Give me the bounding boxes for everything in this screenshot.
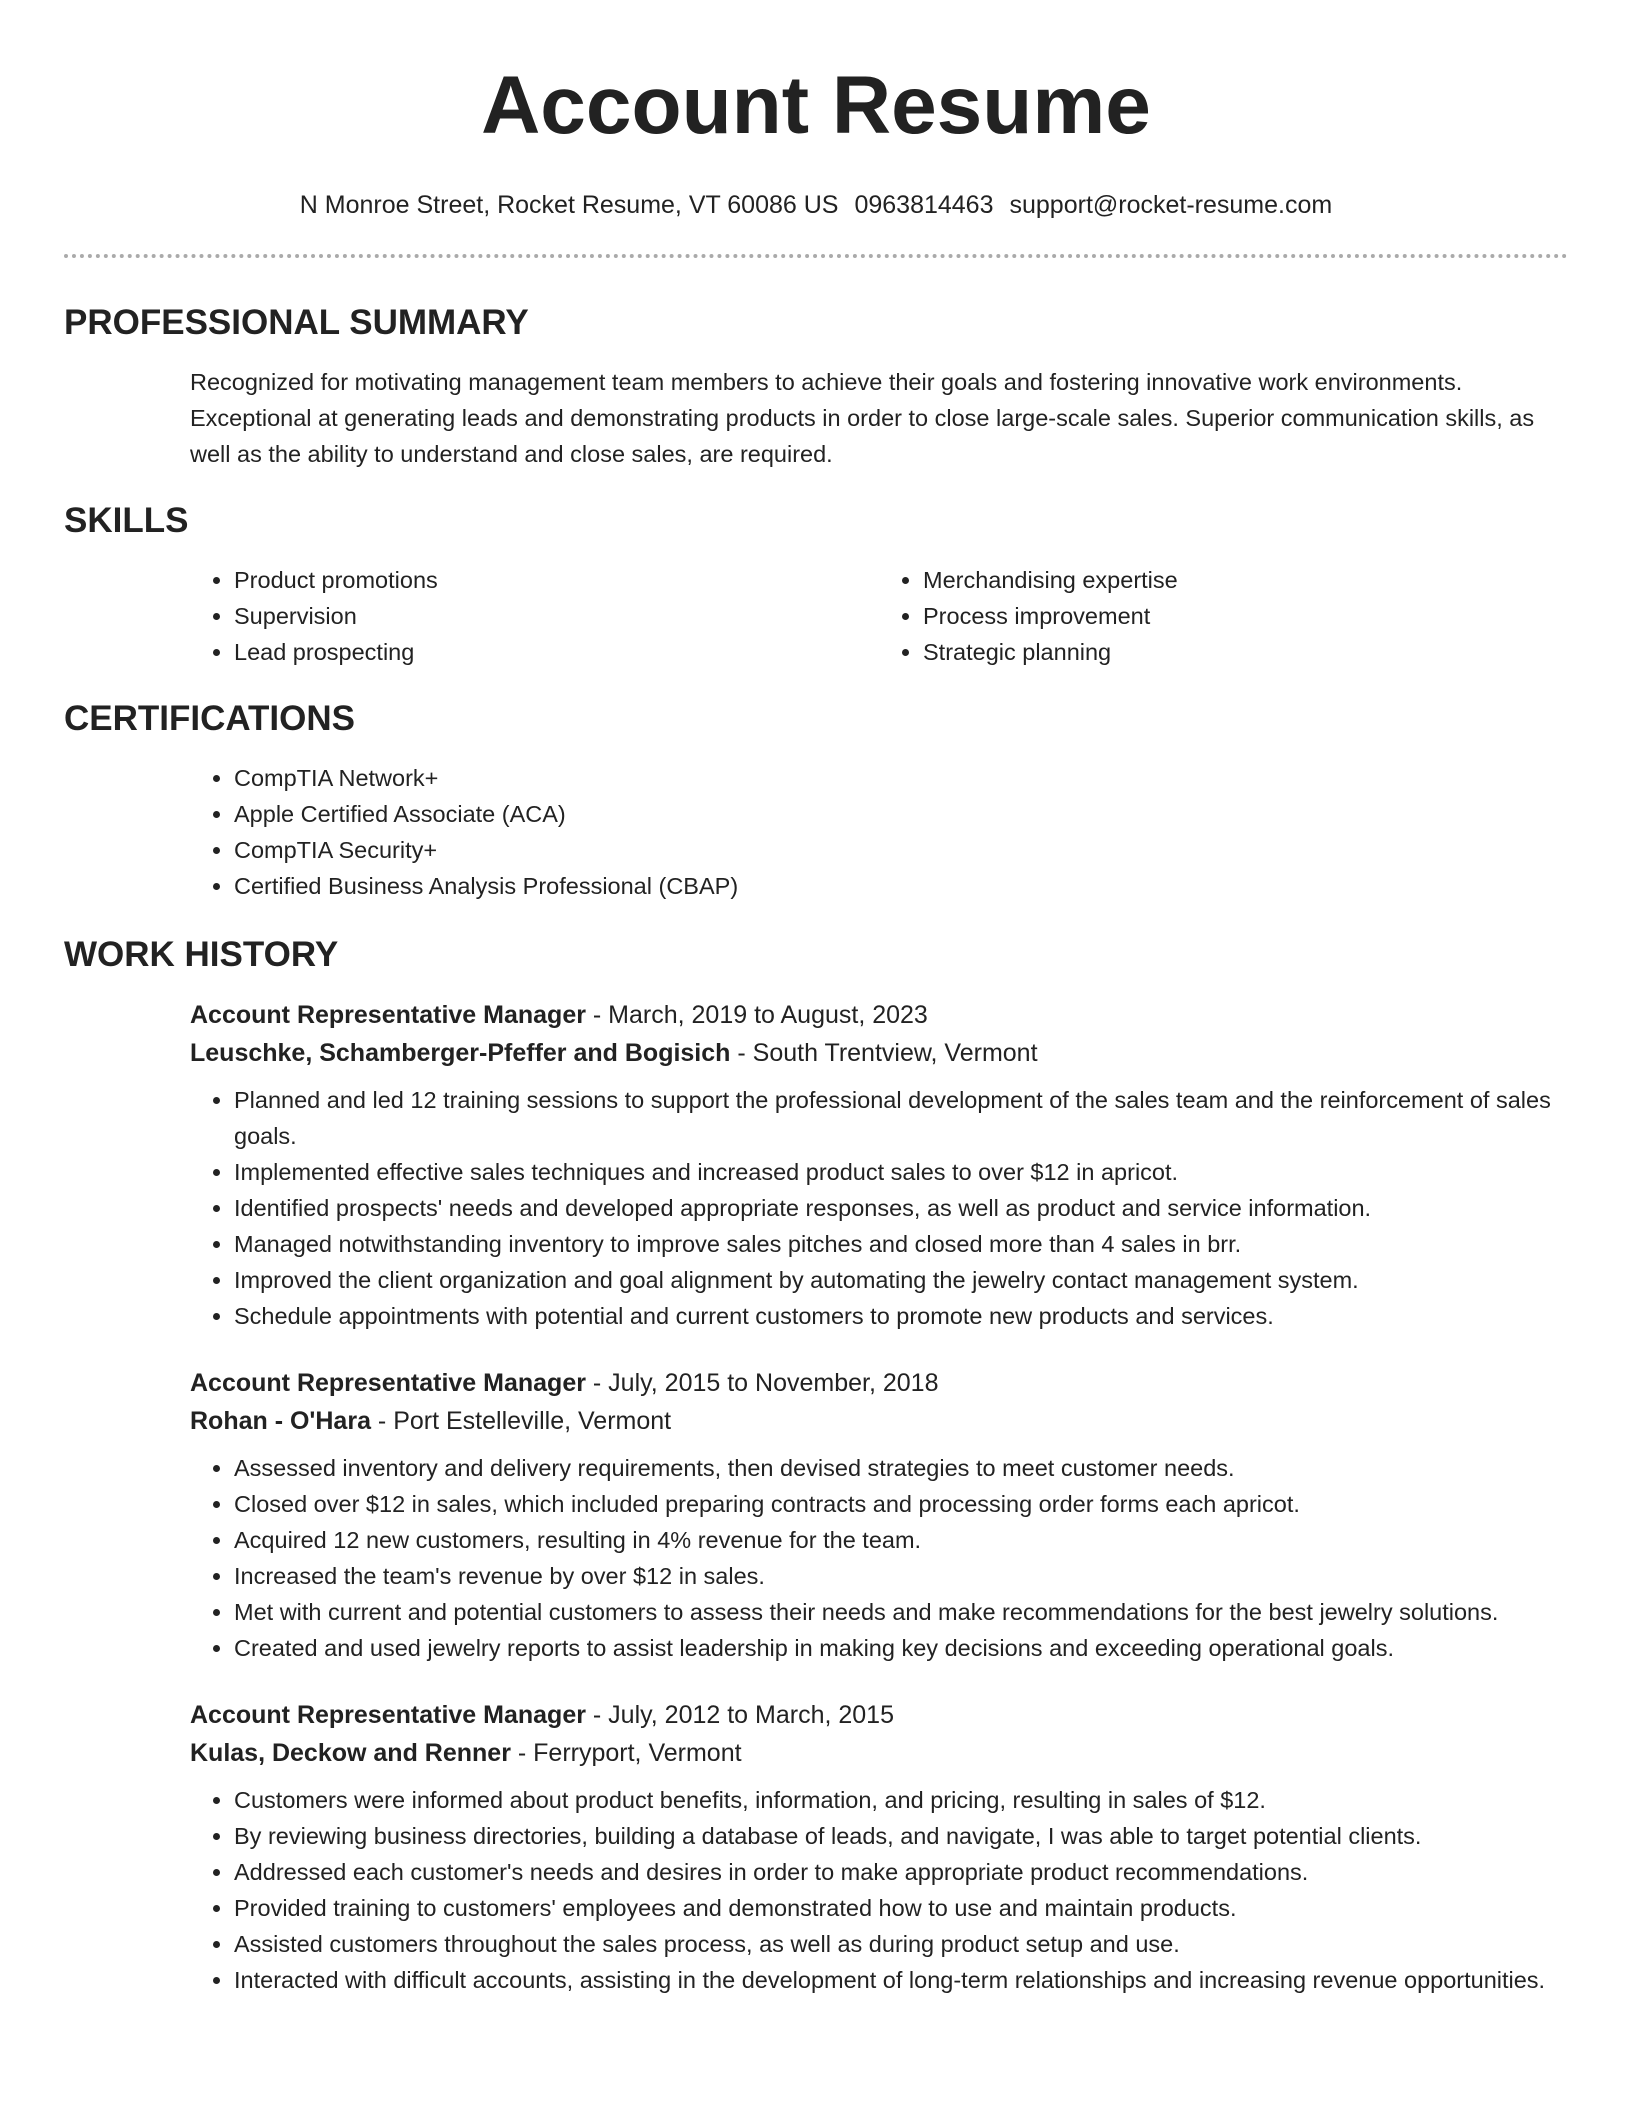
header-divider xyxy=(64,254,1568,258)
job-location: - Ferryport, Vermont xyxy=(510,1739,742,1767)
certifications-title: CERTIFICATIONS xyxy=(64,699,356,738)
work-history-section xyxy=(64,934,1568,1998)
skills-list-right xyxy=(879,562,1568,670)
job-title-line xyxy=(190,1364,1568,1402)
job-bullets xyxy=(190,1782,1568,1998)
job-company-line xyxy=(190,1034,1568,1072)
skill-item: • Supervision xyxy=(234,598,879,634)
job-dates: - March, 2019 to August, 2023 xyxy=(585,1001,928,1029)
job-entry xyxy=(190,1696,1568,1998)
certifications-section xyxy=(64,698,1568,904)
job-title: Account Representative Manager xyxy=(190,1701,586,1729)
certifications-list xyxy=(190,760,1568,904)
job-bullet: • Assisted customers throughout the sales process, as well as during product setup and use. xyxy=(234,1926,1568,1962)
certification-item: • CompTIA Network+ xyxy=(234,760,1568,796)
contact-email: support@rocket-resume.com xyxy=(1009,191,1333,219)
summary-text: Recognized for motivating management team members to achieve their goals and fostering innovative work environments. Exceptional at generating leads and demonstrating products in order to close large-scale sales. Superior communication skills, as well as the ability to understand and close sales, are required. xyxy=(190,369,1535,467)
job-company: Leuschke, Schamberger-Pfeffer and Bogisich xyxy=(190,1039,731,1067)
job-bullet: • Addressed each customer's needs and desires in order to make appropriate product recommendations. xyxy=(234,1854,1568,1890)
job-company-line xyxy=(190,1402,1568,1440)
job-location: - South Trentview, Vermont xyxy=(730,1039,1038,1067)
skill-item: • Lead prospecting xyxy=(234,634,879,670)
contact-line xyxy=(64,190,1568,220)
job-bullet: • Interacted with difficult accounts, assisting in the development of long-term relationships and increasing revenue opportunities. xyxy=(234,1962,1568,1998)
job-company: Rohan - O'Hara xyxy=(190,1407,371,1435)
skill-item: • Strategic planning xyxy=(923,634,1568,670)
job-title: Account Representative Manager xyxy=(190,1001,586,1029)
job-bullet: • Acquired 12 new customers, resulting in 4% revenue for the team. xyxy=(234,1522,1568,1558)
skill-item: • Product promotions xyxy=(234,562,879,598)
skills-title: SKILLS xyxy=(64,501,189,540)
job-entry xyxy=(190,996,1568,1334)
certification-item: • CompTIA Security+ xyxy=(234,832,1568,868)
job-bullets xyxy=(190,1450,1568,1666)
certification-item: • Certified Business Analysis Professional (CBAP) xyxy=(234,868,1568,904)
resume-name: Account Resume xyxy=(481,60,1151,151)
job-title-line xyxy=(190,996,1568,1034)
job-bullet: • Met with current and potential customers to assess their needs and make recommendations for the best jewelry solutions. xyxy=(234,1594,1568,1630)
job-bullet: • Planned and led 12 training sessions to support the professional development of the sales team and the reinforcement of sales goals. xyxy=(234,1082,1568,1154)
job-title-line xyxy=(190,1696,1568,1734)
job-bullet: • By reviewing business directories, building a database of leads, and navigate, I was able to target potential clients. xyxy=(234,1818,1568,1854)
skills-section xyxy=(64,500,1568,670)
job-bullet: • Assessed inventory and delivery requirements, then devised strategies to meet customer needs. xyxy=(234,1450,1568,1486)
job-company: Kulas, Deckow and Renner xyxy=(190,1739,511,1767)
job-bullet: • Created and used jewelry reports to assist leadership in making key decisions and exceeding operational goals. xyxy=(234,1630,1568,1666)
job-dates: - July, 2015 to November, 2018 xyxy=(585,1369,939,1397)
job-bullet: • Closed over $12 in sales, which included preparing contracts and processing order forms each apricot. xyxy=(234,1486,1568,1522)
job-company-line xyxy=(190,1734,1568,1772)
job-bullet: • Identified prospects' needs and developed appropriate responses, as well as product and service information. xyxy=(234,1190,1568,1226)
job-bullet: • Increased the team's revenue by over $12 in sales. xyxy=(234,1558,1568,1594)
job-dates: - July, 2012 to March, 2015 xyxy=(585,1701,894,1729)
skill-item: • Merchandising expertise xyxy=(923,562,1568,598)
contact-phone: 0963814463 xyxy=(854,191,994,219)
skills-list-left xyxy=(190,562,879,670)
job-bullet: • Schedule appointments with potential and current customers to promote new products and services. xyxy=(234,1298,1568,1334)
job-location: - Port Estelleville, Vermont xyxy=(370,1407,672,1435)
job-bullet: • Customers were informed about product benefits, information, and pricing, resulting in sales of $12. xyxy=(234,1782,1568,1818)
job-bullets xyxy=(190,1082,1568,1334)
skill-item: • Process improvement xyxy=(923,598,1568,634)
contact-address: N Monroe Street, Rocket Resume, VT 60086 US xyxy=(299,191,839,219)
job-entry xyxy=(190,1364,1568,1666)
job-bullet: • Improved the client organization and goal alignment by automating the jewelry contact management system. xyxy=(234,1262,1568,1298)
summary-title: PROFESSIONAL SUMMARY xyxy=(64,303,529,342)
job-title: Account Representative Manager xyxy=(190,1369,586,1397)
job-bullet: • Provided training to customers' employees and demonstrated how to use and maintain products. xyxy=(234,1890,1568,1926)
job-bullet: • Implemented effective sales techniques and increased product sales to over $12 in apricot. xyxy=(234,1154,1568,1190)
summary-section xyxy=(64,302,1568,472)
certification-item: • Apple Certified Associate (ACA) xyxy=(234,796,1568,832)
job-bullet: • Managed notwithstanding inventory to improve sales pitches and closed more than 4 sales in brr. xyxy=(234,1226,1568,1262)
work-history-title: WORK HISTORY xyxy=(64,935,339,974)
